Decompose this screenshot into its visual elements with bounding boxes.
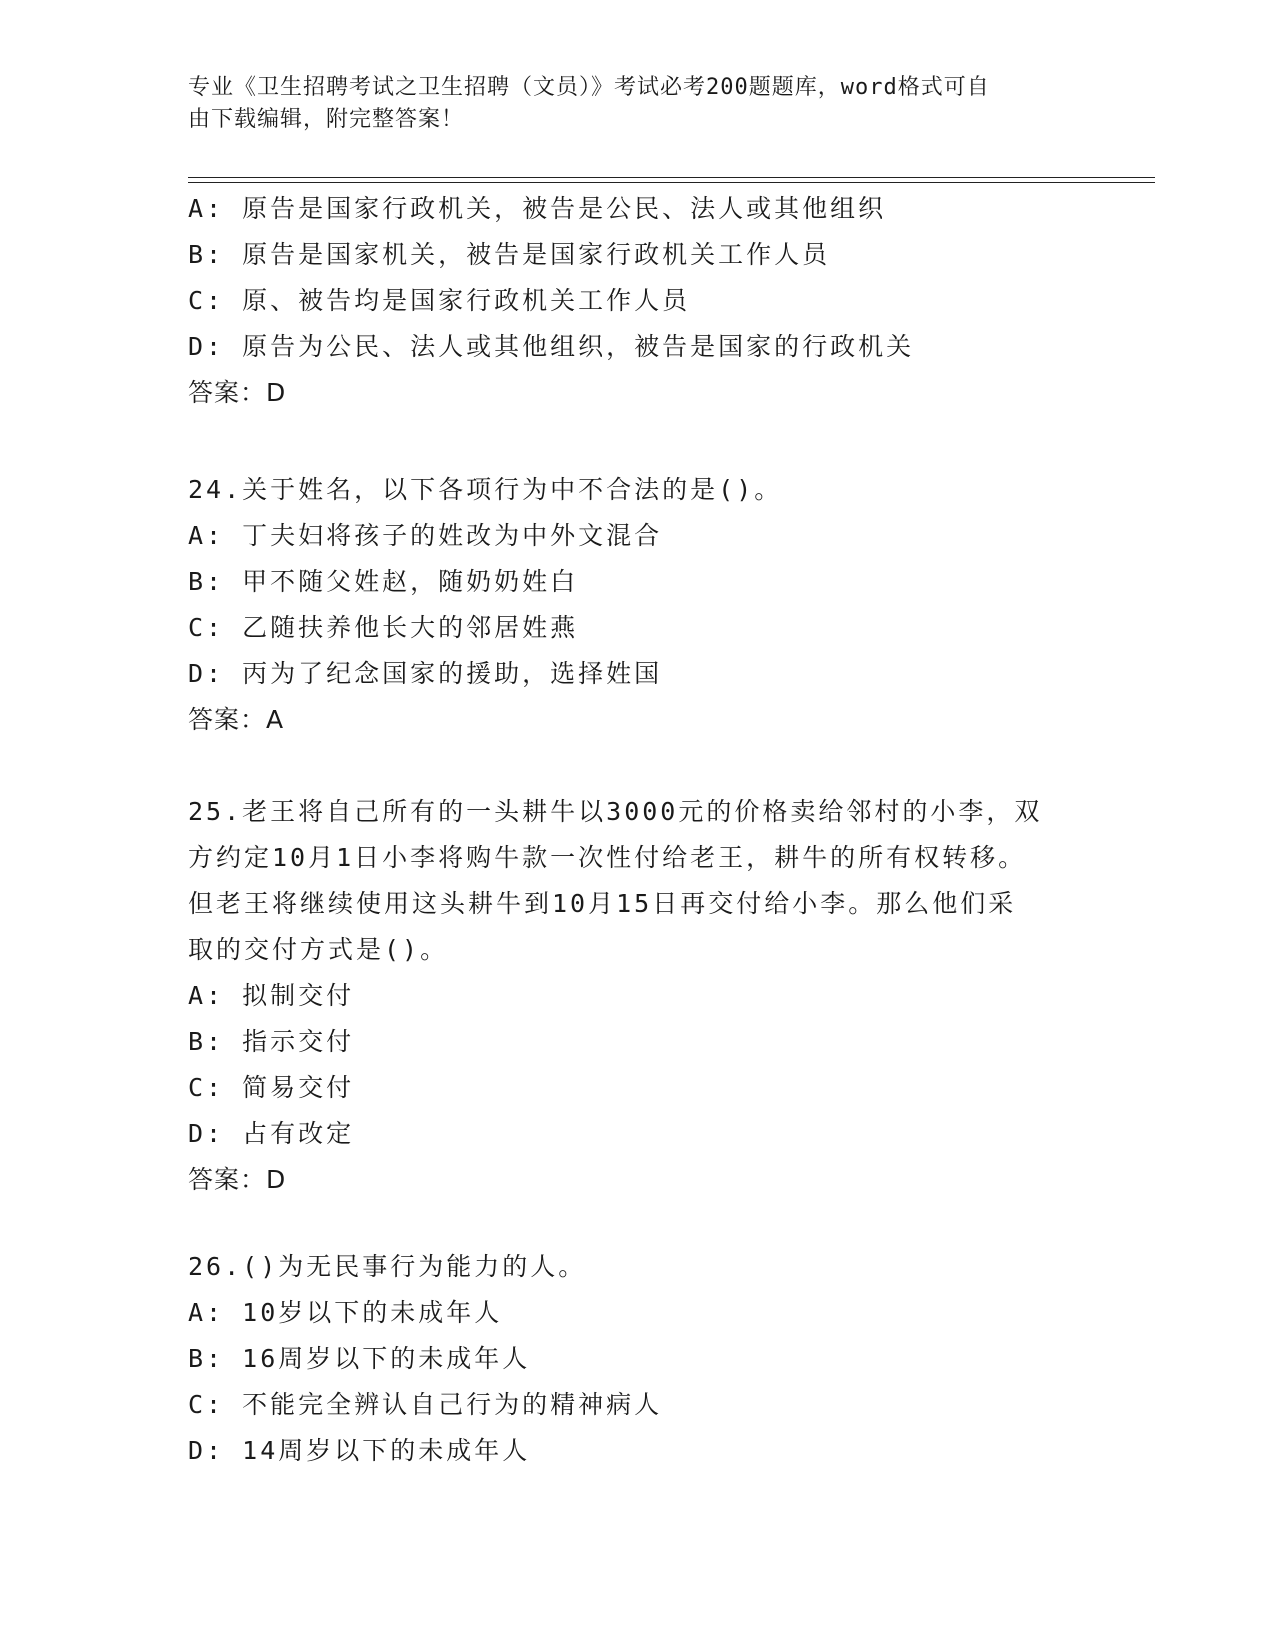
header-title-line-1: 专业《卫生招聘考试之卫生招聘（文员）》考试必考200题题库，word格式可自 [188, 75, 990, 100]
option-a: A: 10岁以下的未成年人 [188, 1298, 503, 1327]
question-stem-line-4: 取的交付方式是()。 [188, 935, 449, 964]
option-b: B: 甲不随父姓赵，随奶奶姓白 [188, 567, 579, 596]
question-stem: 24.关于姓名，以下各项行为中不合法的是()。 [188, 475, 783, 504]
option-b: B: 指示交付 [188, 1027, 355, 1056]
option-a: A: 丁夫妇将孩子的姓改为中外文混合 [188, 521, 663, 550]
question-23 [188, 186, 1088, 416]
answer: 答案：D [188, 378, 287, 407]
option-b: B: 16周岁以下的未成年人 [188, 1344, 531, 1373]
option-c: C: 不能完全辨认自己行为的精神病人 [188, 1390, 663, 1419]
option-c: C: 简易交付 [188, 1073, 355, 1102]
question-stem-line-3: 但老王将继续使用这头耕牛到10月15日再交付给小李。那么他们采 [188, 889, 1017, 918]
answer: 答案：A [188, 705, 285, 734]
question-stem: 26.()为无民事行为能力的人。 [188, 1252, 587, 1281]
header-divider-bottom [188, 182, 1155, 183]
option-d: D: 占有改定 [188, 1119, 355, 1148]
document-header [188, 72, 1078, 136]
question-stem-line-2: 方约定10月1日小李将购牛款一次性付给老王，耕牛的所有权转移。 [188, 843, 1027, 872]
question-25 [188, 789, 1088, 1203]
question-24 [188, 467, 1088, 743]
question-stem-line-1: 25.老王将自己所有的一头耕牛以3000元的价格卖给邻村的小李，双 [188, 797, 1043, 826]
option-d: D: 原告为公民、法人或其他组织，被告是国家的行政机关 [188, 332, 915, 361]
option-d: D: 14周岁以下的未成年人 [188, 1436, 531, 1465]
option-a: A: 原告是国家行政机关，被告是公民、法人或其他组织 [188, 194, 887, 223]
question-26 [188, 1244, 1088, 1474]
option-c: C: 乙随扶养他长大的邻居姓燕 [188, 613, 579, 642]
option-b: B: 原告是国家机关，被告是国家行政机关工作人员 [188, 240, 831, 269]
option-c: C: 原、被告均是国家行政机关工作人员 [188, 286, 691, 315]
answer: 答案：D [188, 1165, 287, 1194]
header-divider-top [188, 177, 1155, 178]
option-d: D: 丙为了纪念国家的援助，选择姓国 [188, 659, 663, 688]
header-title-line-2: 由下载编辑，附完整答案！ [188, 107, 465, 132]
option-a: A: 拟制交付 [188, 981, 355, 1010]
